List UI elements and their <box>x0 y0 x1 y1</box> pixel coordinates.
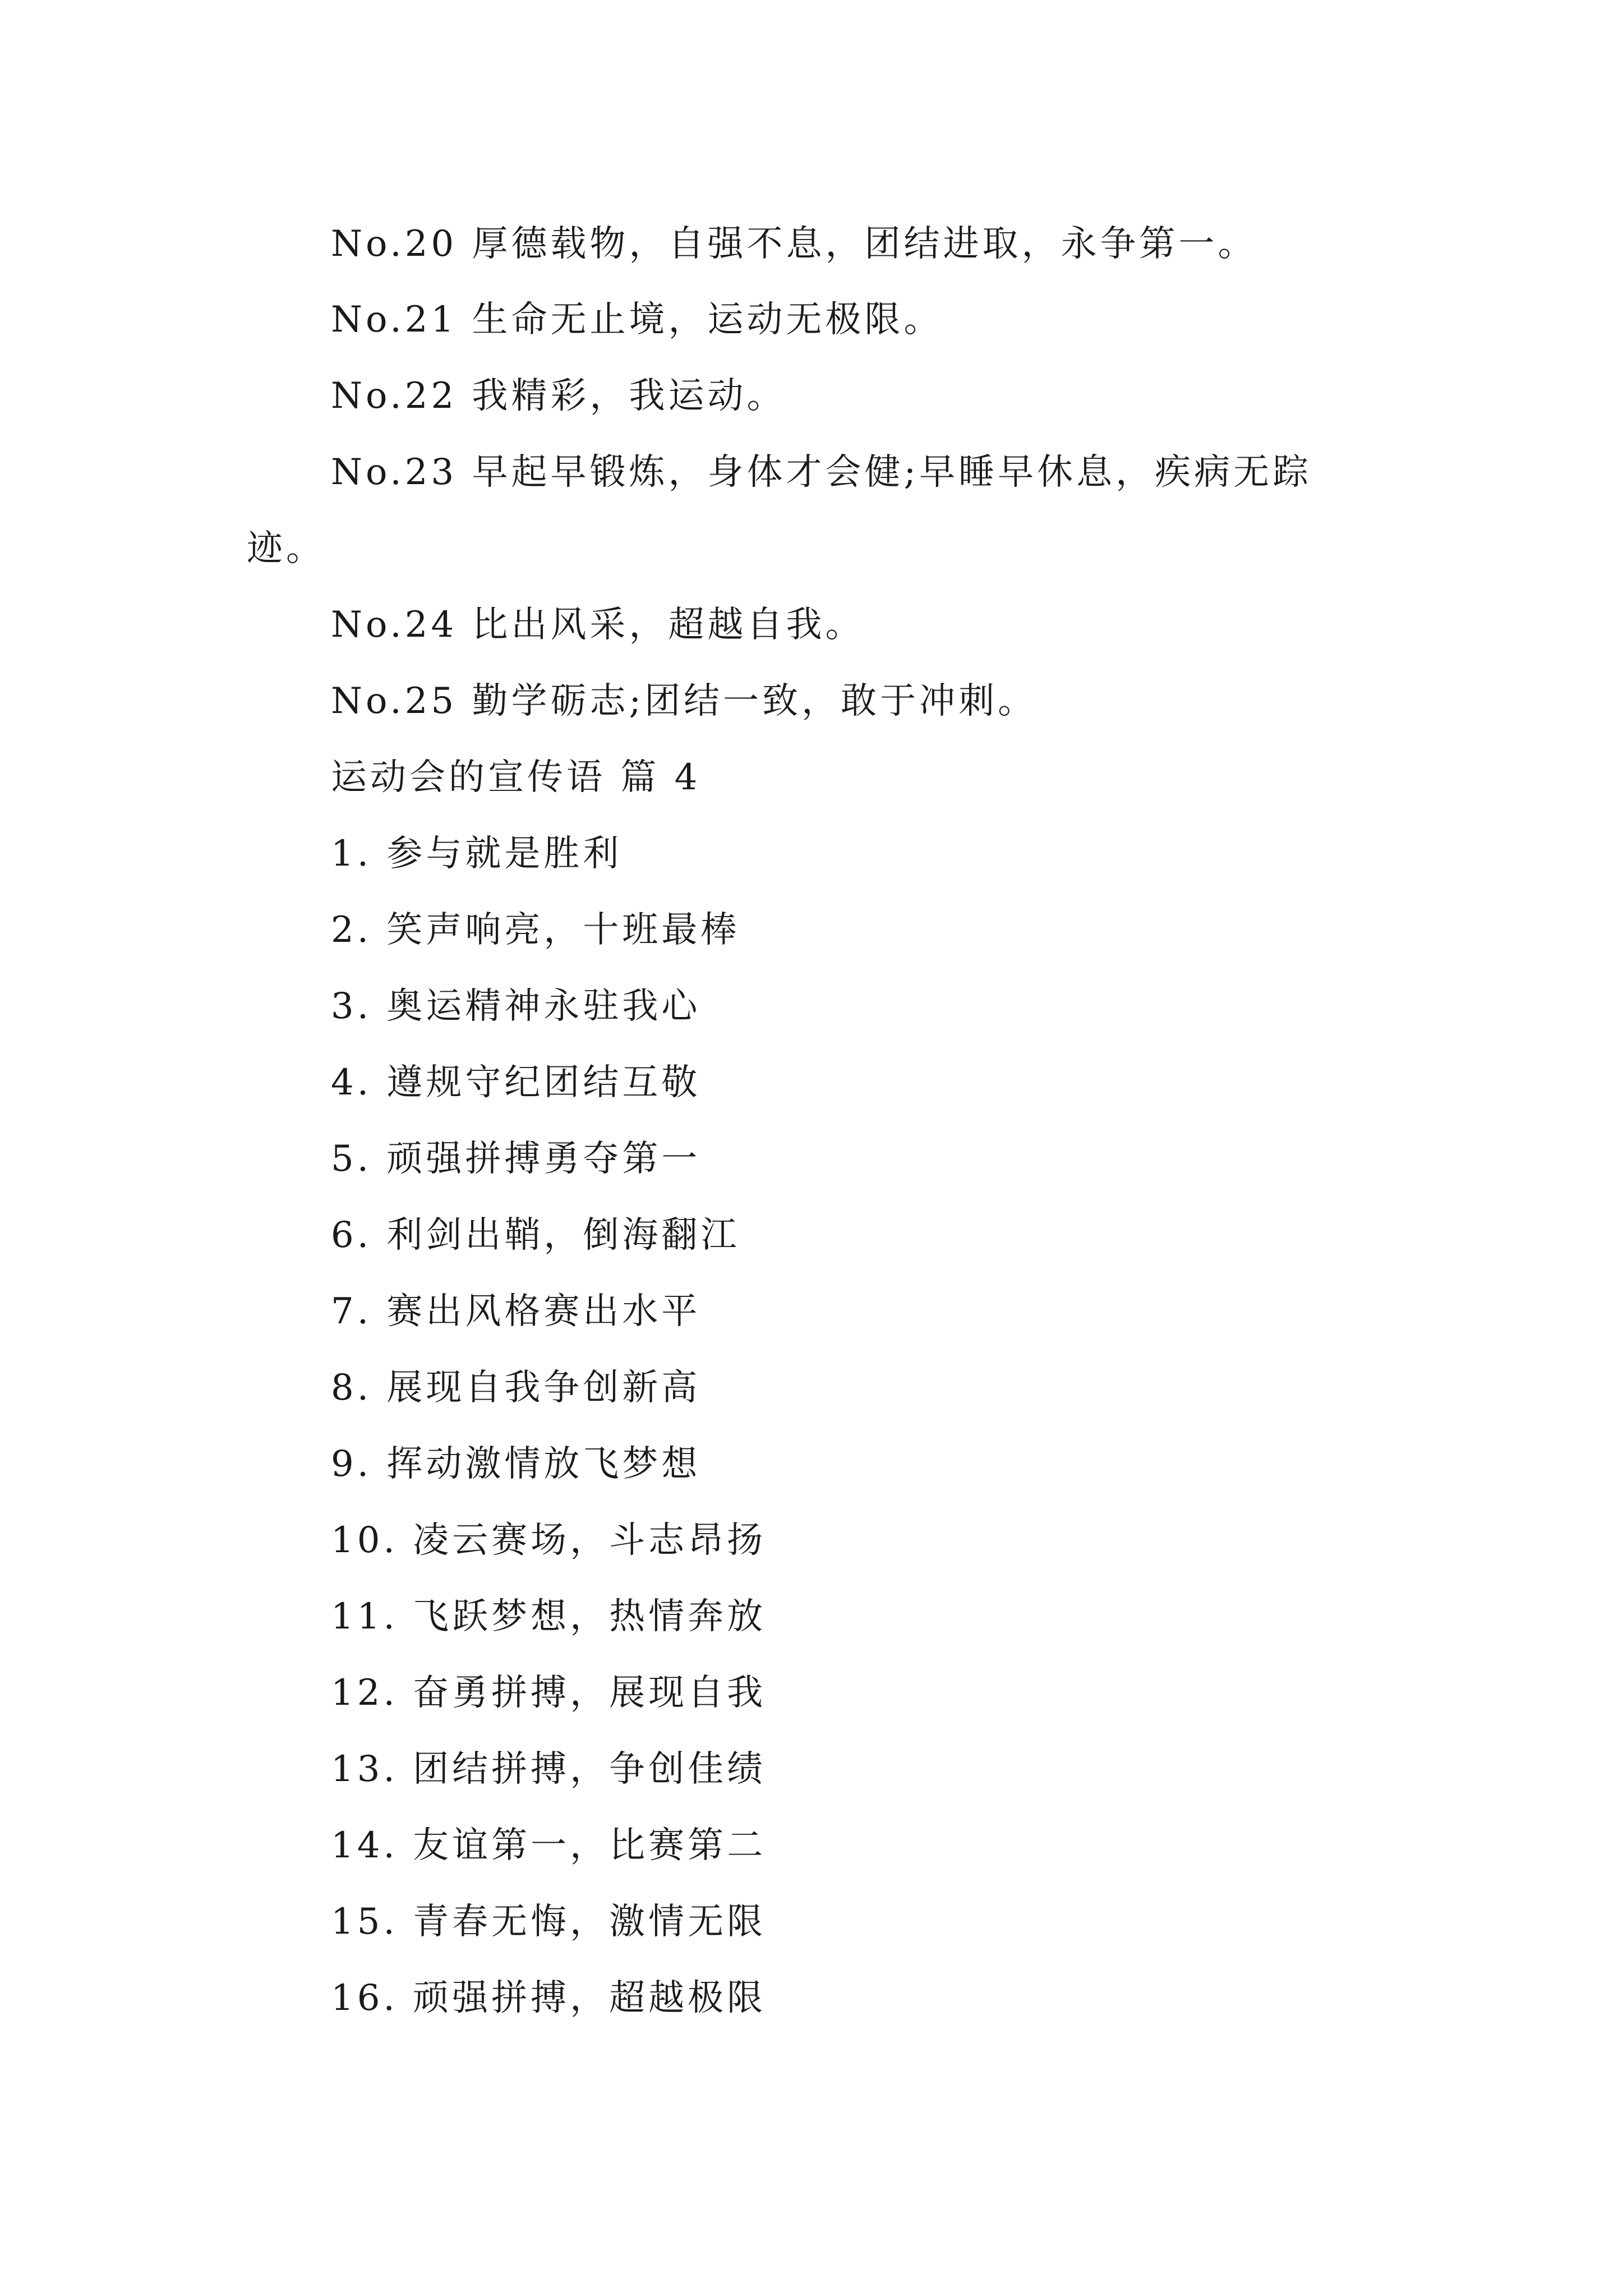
list-item: 16. 顽强拼搏，超越极限 <box>331 1977 767 2019</box>
list-item: 13. 团结拼搏，争创佳绩 <box>331 1749 767 1790</box>
list-item: 4. 遵规守纪团结互敬 <box>331 1062 701 1103</box>
list-item: 1. 参与就是胜利 <box>331 833 623 875</box>
slogan-no23: No.23 早起早锻炼，身体才会健;早睡早休息，疾病无踪 <box>331 452 1312 493</box>
section-heading: 运动会的宣传语 篇 4 <box>331 757 701 798</box>
slogan-no23-continuation: 迹。 <box>247 528 325 569</box>
list-item: 12. 奋勇拼搏，展现自我 <box>331 1672 767 1714</box>
list-item: 14. 友谊第一，比赛第二 <box>331 1825 767 1866</box>
slogan-no22: No.22 我精彩，我运动。 <box>331 375 786 417</box>
slogan-no20: No.20 厚德载物，自强不息，团结进取，永争第一。 <box>331 223 1257 265</box>
list-item: 5. 顽强拼搏勇夺第一 <box>331 1138 701 1180</box>
slogan-no21: No.21 生命无止境，运动无极限。 <box>331 299 943 341</box>
list-item: 6. 利剑出鞘，倒海翻江 <box>331 1214 740 1256</box>
slogan-no24: No.24 比出风采，超越自我。 <box>331 604 865 646</box>
list-item: 2. 笑声响亮，十班最棒 <box>331 909 740 951</box>
list-item: 8. 展现自我争创新高 <box>331 1367 701 1409</box>
list-item: 7. 赛出风格赛出水平 <box>331 1291 701 1332</box>
slogan-no25: No.25 勤学砺志;团结一致，敢于冲刺。 <box>331 680 1038 722</box>
list-item: 10. 凌云赛场，斗志昂扬 <box>331 1520 767 1561</box>
list-item: 9. 挥动激情放飞梦想 <box>331 1443 701 1485</box>
list-item: 3. 奥运精神永驻我心 <box>331 986 701 1027</box>
list-item: 11. 飞跃梦想，热情奔放 <box>331 1596 767 1637</box>
list-item: 15. 青春无悔，激情无限 <box>331 1901 767 1943</box>
